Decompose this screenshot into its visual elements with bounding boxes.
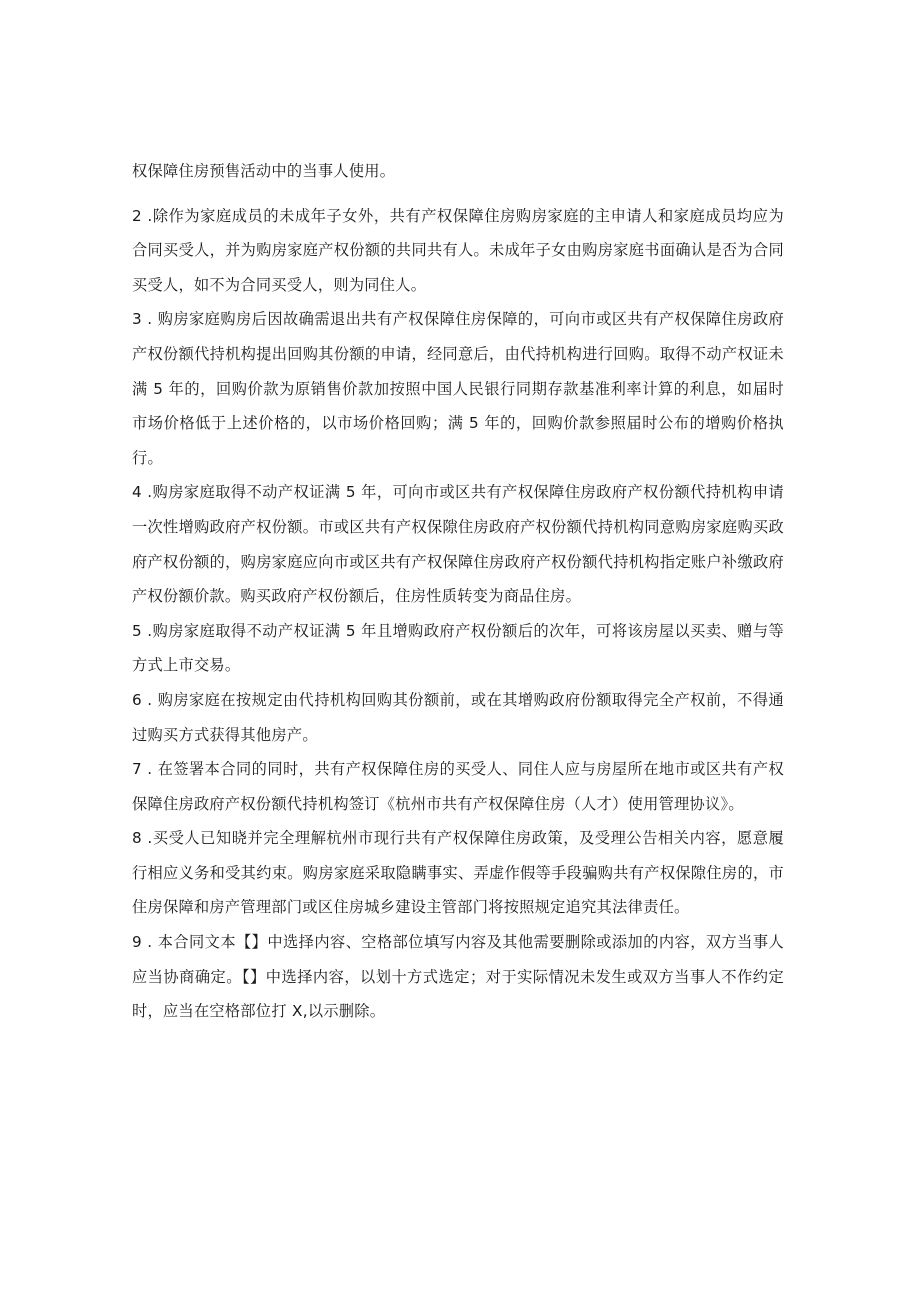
clause-7: [132, 752, 784, 821]
clause-text: .买受人已知晓并完全理解杭州市现行共有产权保障住房政策，及受理公告相关内容，愿意履行相应义务和受其约束。购房家庭采取隐瞒事实、弄虚作假等手段骗购共有产权保隙住房的，市住房保障和房产管理部门或区住房城乡建设主管部门将按照规定追究其法律责任。: [132, 829, 784, 917]
clause-number: 3: [132, 310, 142, 329]
clause-2: [132, 199, 784, 303]
clause-text: .除作为家庭成员的未成年子女外，共有产权保障住房购房家庭的主申请人和家庭成员均应为合同买受人，并为购房家庭产权份额的共同共有人。未成年子女由购房家庭书面确认是否为合同买受人，如不为合同买受人，则为同住人。: [132, 206, 784, 294]
clause-text: . 在签署本合同的同时，共有产权保障住房的买受人、同住人应与房屋所在地市或区共有产权保障住房政府产权份额代持机构签订《杭州市共有产权保障住房（人才）使用管理协议》。: [132, 760, 784, 813]
clause-number: 9: [132, 933, 142, 952]
clause-3: [132, 302, 784, 475]
clause-8: [132, 821, 784, 925]
clause-4: [132, 475, 784, 613]
clause-number: 4: [132, 483, 142, 502]
clause-9: [132, 925, 784, 1029]
clause-text: . 购房家庭购房后因故确需退出共有产权保障住房保障的，可向市或区共有产权保障住房政府产权份额代持机构提出回购其份额的申请，经同意后，由代持机构进行回购。取得不动产权证未满 5 年的，回购价款为原销售价款加按照中国人民银行同期存款基准利率计算的利息，如届时市场价格低于上述价格的，以市场价格回购；满 5 年的，回购价款参照届时公布的增购价格执行。: [132, 310, 784, 467]
clause-number: 5: [132, 621, 142, 640]
clause-text: . 购房家庭在按规定由代持机构回购其份额前，或在其增购政府份额取得完全产权前，不得通过购买方式获得其他房产。: [132, 690, 784, 744]
clause-text: . 本合同文本【】中选择内容、空格部位填写内容及其他需要删除或添加的内容，双方当事人应当协商确定。【】中选择内容，以划十方式选定；对于实际情况未发生或双方当事人不作约定时，应当在空格部位打 X,以示删除。: [132, 933, 784, 1021]
clause-number: 8: [132, 829, 142, 848]
clause-6: [132, 683, 784, 752]
clause-text: .购房家庭取得不动产权证满 5 年，可向市或区共有产权保障住房政府产权份额代持机构申请一次性增购政府产权份额。市或区共有产权保隙住房政府产权份额代持机构同意购房家庭购买政府产权份额的，购房家庭应向市或区共有产权保障住房政府产权份额代持机构指定账户补缴政府产权份额价款。购买政府产权份额后，住房性质转变为商品住房。: [132, 483, 784, 606]
clause-text: .购房家庭取得不动产权证满 5 年且增购政府产权份额后的次年，可将该房屋以买卖、赠与等方式上市交易。: [132, 621, 784, 675]
clause-number: 7: [132, 760, 142, 779]
clause-number: 2: [132, 206, 142, 225]
clause-number: 6: [132, 690, 142, 709]
document-body: [132, 154, 784, 1029]
intro-fragment: 权保障住房预售活动中的当事人使用。: [132, 162, 396, 180]
clause-5: [132, 614, 784, 683]
